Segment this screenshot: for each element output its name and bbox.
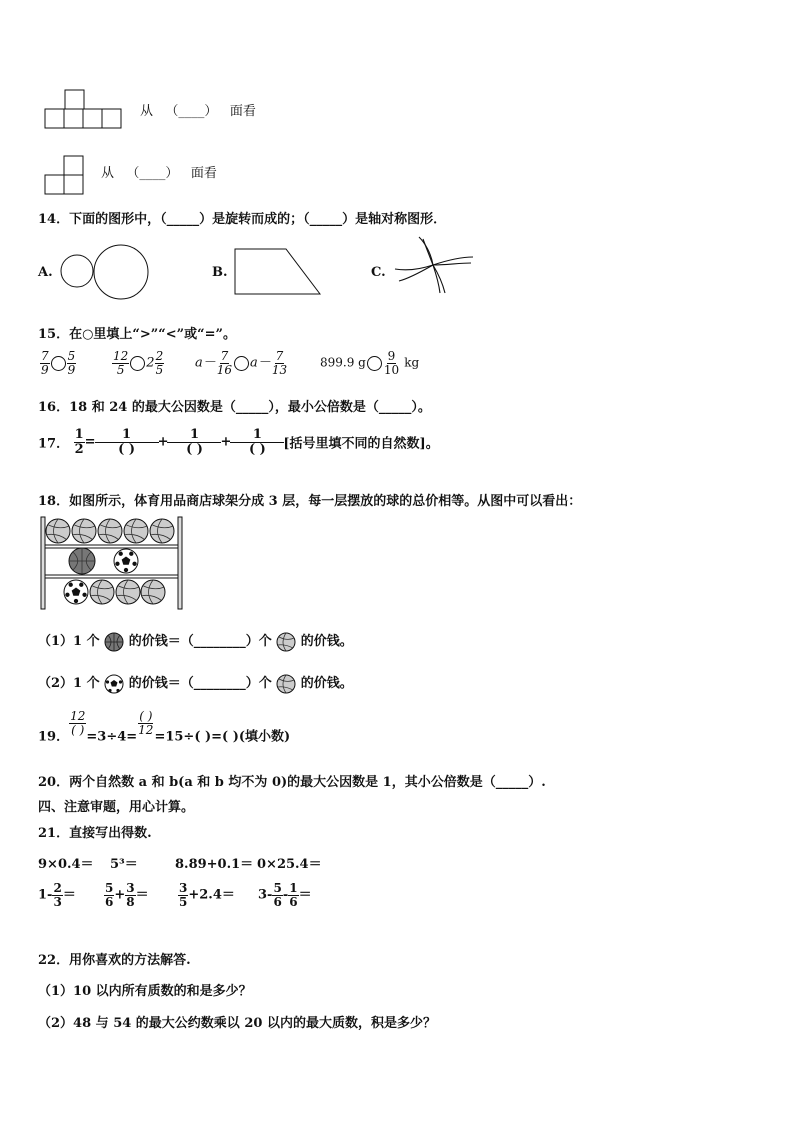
compare-circle[interactable] bbox=[51, 356, 66, 371]
q15-item-4: 899.9 g $\frac{9}{10}$ kg bbox=[320, 349, 420, 377]
cube-view-figure-2 bbox=[45, 156, 85, 196]
basketball-ball bbox=[69, 548, 95, 574]
q21-row2-item4: 3- $\frac{5}{6}$ - $\frac{1}{6}$ ＝ bbox=[258, 881, 312, 909]
q16-text: 16．18 和 24 的最大公因数是（_____），最小公倍数是（_____）。 bbox=[38, 400, 431, 415]
compare-circle[interactable] bbox=[234, 356, 249, 371]
q21-text: 21．直接写出得数. bbox=[38, 826, 152, 841]
ball-rack-figure bbox=[40, 515, 185, 610]
q18-sub2: （2）1 个 的价钱＝（________）个 的价钱。 bbox=[38, 672, 353, 694]
q21-row1-item2: 5³＝ bbox=[110, 857, 138, 872]
q14-option-a: A. bbox=[38, 265, 53, 280]
volleyball-ball bbox=[72, 519, 96, 543]
volleyball-ball bbox=[46, 519, 70, 543]
section-4-heading: 四、注意审题，用心计算。 bbox=[38, 800, 195, 815]
volleyball-ball bbox=[116, 580, 140, 604]
q15-item-2: $\frac{12}{5}$ 2 $\frac{2}{5}$ bbox=[113, 349, 164, 377]
compare-circle[interactable] bbox=[130, 356, 145, 371]
view-question-1: 从 （____） 面看 bbox=[140, 104, 256, 119]
q19-equation: 19． $\frac{12}{( )}$ =3÷4= $\frac{( )}{12}$ =15÷( )=( )(填小数) bbox=[38, 709, 291, 745]
volleyball-icon bbox=[276, 632, 296, 652]
q21-row1-item4: 0×25.4＝ bbox=[257, 857, 322, 872]
soccer-ball bbox=[64, 580, 88, 604]
q20-text: 20．两个自然数 a 和 b(a 和 b 均不为 0)的最大公因数是 1，其小公倍数是（_____）. bbox=[38, 775, 546, 790]
q21-row2-item2: $\frac{5}{6}$ + $\frac{3}{8}$ ＝ bbox=[105, 881, 149, 909]
soccer-ball-icon bbox=[104, 674, 124, 694]
pinwheel-figure bbox=[393, 235, 475, 295]
volleyball-ball bbox=[98, 519, 122, 543]
trapezoid-figure bbox=[234, 248, 324, 298]
volleyball-ball bbox=[90, 580, 114, 604]
basketball-icon bbox=[104, 632, 124, 652]
volleyball-ball bbox=[150, 519, 174, 543]
q18-text: 18．如图所示，体育用品商店球架分成 3 层，每一层摆放的球的总价相等。从图中可以看出： bbox=[38, 494, 582, 509]
q14-option-c: C. bbox=[371, 265, 386, 280]
q21-row1-item3: 8.89+0.1＝ bbox=[175, 857, 254, 872]
q15-text: 15．在○里填上“>”“<”或“=”。 bbox=[38, 327, 236, 342]
q22-sub2: （2）48 与 54 的最大公约数乘以 20 以内的最大质数，积是多少？ bbox=[38, 1016, 436, 1031]
q21-row2-item1: 1- $\frac{2}{3}$ ＝ bbox=[38, 881, 76, 909]
q14-option-b: B. bbox=[212, 265, 228, 280]
q18-sub1: （1）1 个 的价钱＝（________）个 的价钱。 bbox=[38, 630, 353, 652]
q21-row2-item3: $\frac{3}{5}$ +2.4＝ bbox=[179, 881, 235, 909]
q22-sub1: （1）10 以内所有质数的和是多少？ bbox=[38, 984, 252, 999]
q21-row1-item1: 9×0.4＝ bbox=[38, 857, 94, 872]
soccer-ball bbox=[114, 549, 138, 573]
volleyball-ball bbox=[141, 580, 165, 604]
compare-circle[interactable] bbox=[367, 356, 382, 371]
cube-view-figure-1 bbox=[45, 90, 125, 130]
volleyball-icon bbox=[276, 674, 296, 694]
q15-item-1: $\frac{7}{9}$ $\frac{5}{9}$ bbox=[41, 349, 76, 377]
q15-item-3: a－ $\frac{7}{16}$ a－ $\frac{7}{13}$ bbox=[195, 349, 288, 377]
q14-text: 14．下面的图形中，（_____）是旋转而成的；（_____）是轴对称图形． bbox=[38, 212, 447, 227]
q22-text: 22．用你喜欢的方法解答. bbox=[38, 953, 191, 968]
view-question-2: 从 （____） 面看 bbox=[101, 166, 217, 181]
two-circles-figure bbox=[60, 243, 155, 303]
volleyball-ball bbox=[124, 519, 148, 543]
q17-equation: 17． $\frac{1}{2}$ = $\frac{1}{( )}$ + $\frac{1}{( )}$ + $\frac{1}{( )}$ [括号里填不同的自然数]。 bbox=[38, 427, 439, 457]
